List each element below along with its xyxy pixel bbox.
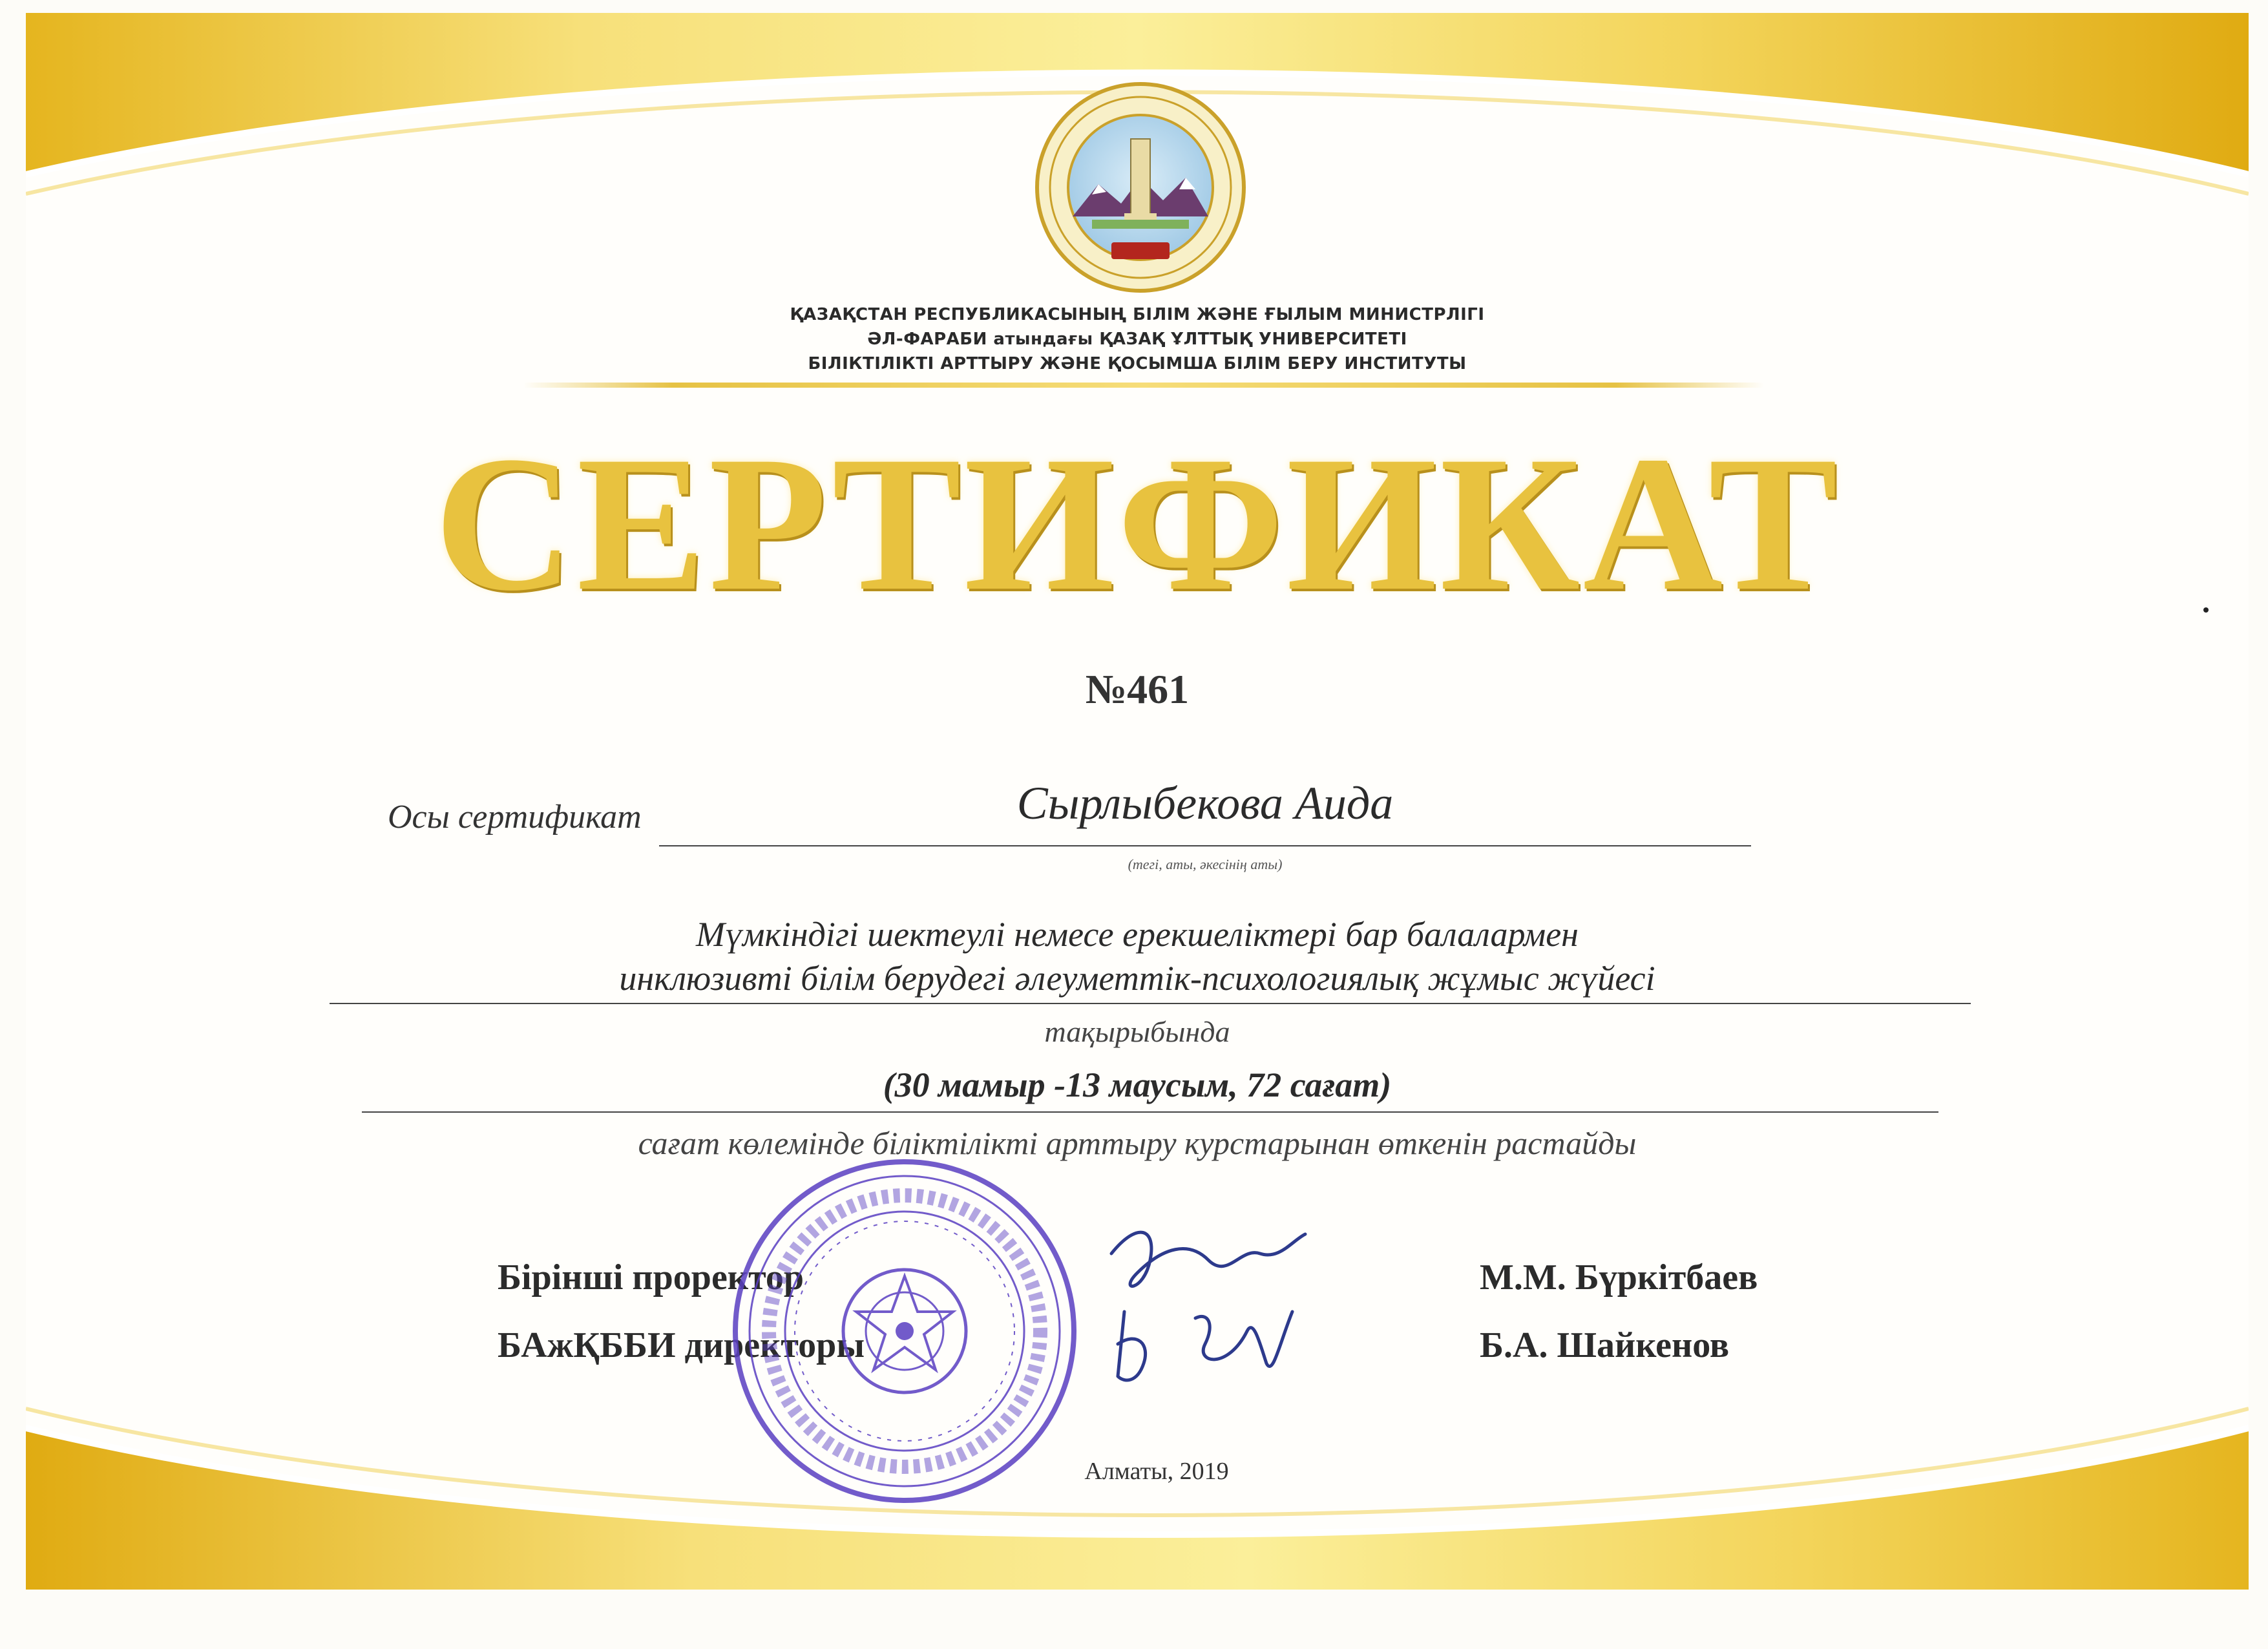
topic-suffix: тақырыбында xyxy=(1044,1015,1230,1048)
university-emblem-icon xyxy=(1034,81,1247,294)
ministry-line: ҚАЗАҚСТАН РЕСПУБЛИКАСЫНЫҢ БІЛІМ ЖӘНЕ ҒЫЛЫМ МИНИСТРЛІГІ xyxy=(790,305,1485,324)
certificate-number: №461 xyxy=(1085,666,1190,712)
recipient-name: Сырлыбекова Аида xyxy=(1016,777,1394,829)
ink-dot xyxy=(2203,607,2209,613)
signer-name-1: М.М. Бүркітбаев xyxy=(1480,1257,1758,1297)
confirmation-text: сағат көлемінде біліктілікті арттыру курстарынан өткенін растайды xyxy=(638,1125,1637,1161)
topic-underline xyxy=(330,1003,1971,1004)
recipient-hint: (тегі, аты, әкесінің аты) xyxy=(1128,856,1283,872)
gold-divider xyxy=(523,383,1764,388)
signer-name-2: Б.А. Шайкенов xyxy=(1480,1325,1730,1365)
name-underline xyxy=(659,845,1751,846)
official-stamp-icon xyxy=(724,1150,1086,1512)
certificate-sheet xyxy=(26,13,2249,1590)
bottom-gold-band xyxy=(26,1383,2249,1590)
this-certificate-label: Осы сертификат xyxy=(388,799,642,835)
dates-underline xyxy=(362,1111,1938,1113)
signer-role-1: Бірінші проректор xyxy=(498,1257,804,1297)
course-dates: (30 мамыр -13 маусым, 72 сағат) xyxy=(883,1066,1392,1104)
certificate-title: СЕРТИФИКАТ xyxy=(434,416,1841,631)
signer-role-2: БАжҚББИ директоры xyxy=(498,1325,865,1365)
city-year: Алматы, 2019 xyxy=(1084,1458,1229,1485)
institute-line: БІЛІКТІЛІКТІ АРТТЫРУ ЖӘНЕ ҚОСЫМША БІЛІМ БЕРУ ИНСТИТУТЫ xyxy=(808,354,1467,373)
handwritten-signature xyxy=(1098,1215,1312,1409)
university-line: ӘЛ-ФАРАБИ атындағы ҚАЗАҚ ҰЛТТЫҚ УНИВЕРСИТЕТІ xyxy=(867,330,1407,349)
topic-line-2: инклюзивті білім берудегі әлеуметтік-психологиялық жұмыс жүйесі xyxy=(619,959,1655,998)
topic-line-1: Мүмкіндігі шектеулі немесе ерекшеліктері бар балалармен xyxy=(696,915,1579,954)
